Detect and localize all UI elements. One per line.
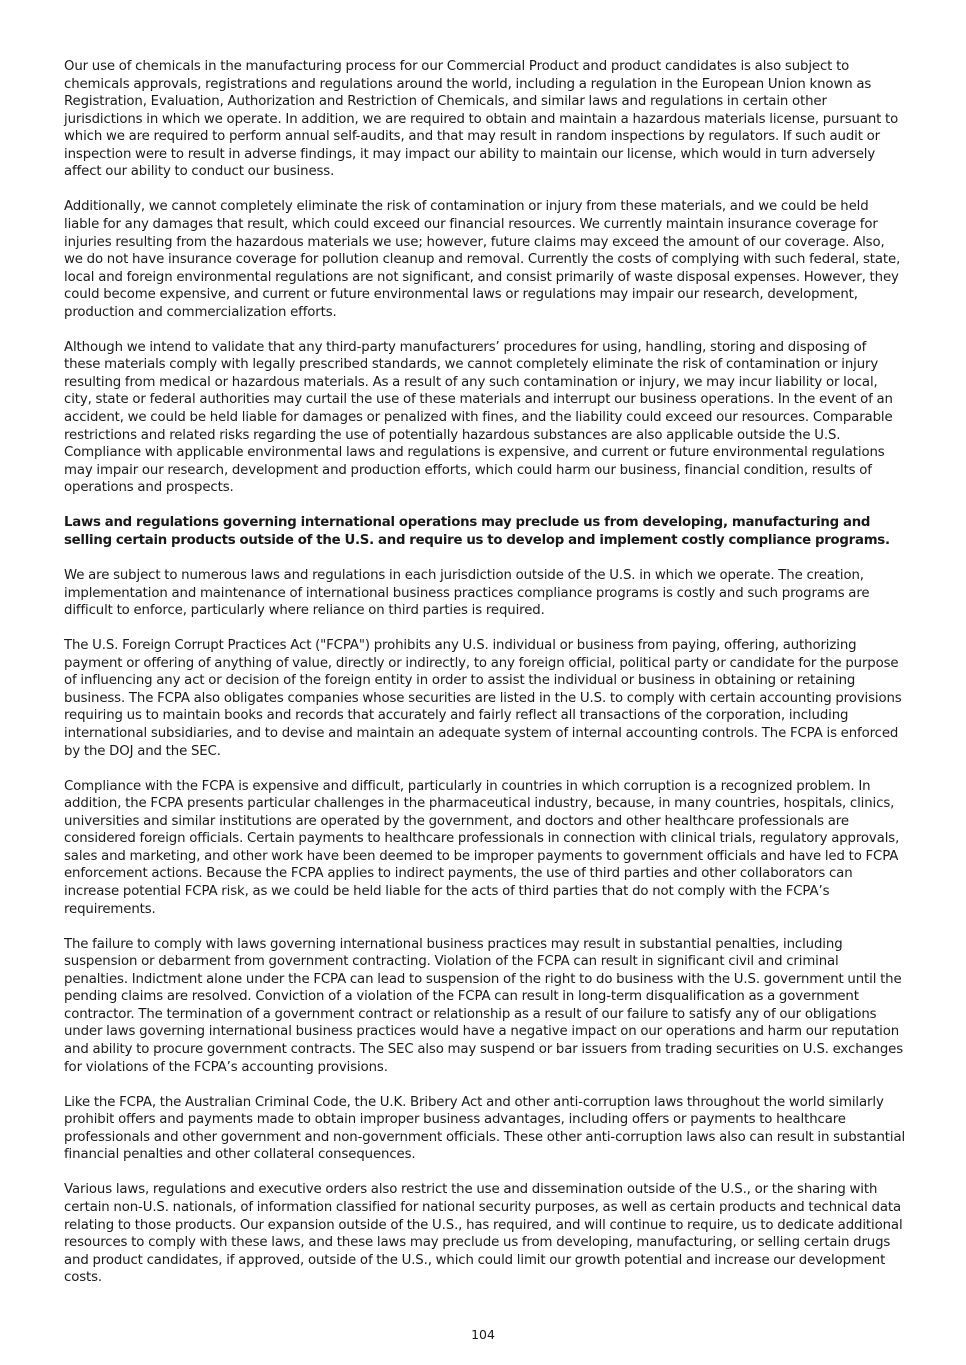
paragraph-export-controls: Various laws, regulations and executive orders also restrict the use and dissemination outside of the U.S., or the sharing with certain non-U.S. nationals, of information classified for national security purposes, as well as certain products and technical data relating to those products. Our expansion outside of the U.S., has required, and will continue to require, us to dedicate additional resources to comply with these laws, and these laws may preclude us from developing, manufacturing, or selling certain drugs and product candidates, if approved, outside of the U.S., which could limit our growth potential and increase our development costs. xyxy=(64,1182,903,1286)
paragraph-chemicals-regulation: Our use of chemicals in the manufacturing process for our Commercial Product and product candidates is also subject to chemicals approvals, registrations and regulations around the world, including a regulation in the European Union known as Registration, Evaluation, Authorization and Restriction of Chemicals, and similar laws and regulations in certain other jurisdictions in which we operate. In addition, we are required to obtain and maintain a hazardous materials license, pursuant to which we are required to perform annual self-audits, and that may result in random inspections by regulators. If such audit or inspection were to result in adverse findings, it may impact our ability to maintain our license, which would in turn adversely affect our ability to conduct our business. xyxy=(64,59,899,180)
section-heading: Laws and regulations governing international operations may preclude us from developing, manufacturing and selling certain products outside of the U.S. and require us to develop and implement costly compliance programs. xyxy=(64,515,890,548)
paragraph-fcpa-penalties: The failure to comply with laws governing international business practices may result in substantial penalties, including suspension or debarment from government contracting. Violation of the FCPA can result in significant civil and criminal penalties. Indictment alone under the FCPA can lead to suspension of the right to do business with the U.S. government until the pending claims are resolved. Conviction of a violation of the FCPA can result in long-term disqualification as a government contractor. The termination of a government contract or relationship as a result of our failure to satisfy any of our obligations under laws governing international business practices would have a negative impact on our operations and harm our reputation and ability to procure government contracts. The SEC also may suspend or bar issuers from trading securities on U.S. exchanges for violations of the FCPA’s accounting provisions. xyxy=(64,936,904,1075)
paragraph-fcpa-overview: The U.S. Foreign Corrupt Practices Act ("FCPA") prohibits any U.S. individual or business from paying, offering, authorizing payment or offering of anything of value, directly or indirectly, to any foreign official, political party or candidate for the purpose of influencing any act or decision of the foreign entity in order to assist the individual or business in obtaining or retaining business. The FCPA also obligates companies whose securities are listed in the U.S. to comply with certain accounting provisions requiring us to maintain books and records that accurately and fairly reflect all transactions of the corporation, including international subsidiaries, and to devise and maintain an adequate system of internal accounting controls. The FCPA is enforced by the DOJ and the SEC. xyxy=(64,638,902,759)
paragraph-international-laws: We are subject to numerous laws and regulations in each jurisdiction outside of the U.S. in which we operate. The creation, implementation and maintenance of international business practices compliance programs is costly and such programs are difficult to enforce, particularly where reliance on third parties is required. xyxy=(64,568,870,619)
paragraph-contamination-liability: Additionally, we cannot completely eliminate the risk of contamination or injury from these materials, and we could be held liable for any damages that result, which could exceed our financial resources. We currently maintain insurance coverage for injuries resulting from the hazardous materials we use; however, future claims may exceed the amount of our coverage. Also, we do not have insurance coverage for pollution cleanup and removal. Currently the costs of complying with such federal, state, local and foreign environmental regulations are not significant, and consist primarily of waste disposal expenses. However, they could become expensive, and current or future environmental laws or regulations may impair our research, development, production and commercialization efforts. xyxy=(64,199,901,320)
paragraph-third-party-manufacturers: Although we intend to validate that any third-party manufacturers’ procedures for using, handling, storing and disposing of these materials comply with legally prescribed standards, we cannot completely eliminate the risk of contamination or injury resulting from medical or hazardous materials. As a result of any such contamination or injury, we may incur liability or local, city, state or federal authorities may curtail the use of these materials and interrupt our business operations. In the event of an accident, we could be held liable for damages or penalized with fines, and the liability could exceed our resources. Comparable restrictions and related risks regarding the use of potentially hazardous substances are also applicable outside the U.S. Compliance with applicable environmental laws and regulations is expensive, and current or future environmental regulations may impair our research, development and production efforts, which could harm our business, financial condition, results of operations and prospects. xyxy=(64,339,893,496)
document-page xyxy=(64,58,906,1304)
paragraph-anti-corruption-laws: Like the FCPA, the Australian Criminal Code, the U.K. Bribery Act and other anti-corruption laws throughout the world similarly prohibit offers and payments made to obtain improper business advantages, including offers or payments to healthcare professionals and other government and non-government officials. These other anti-corruption laws also can result in substantial financial penalties and other collateral consequences. xyxy=(64,1094,906,1163)
page-number: 104 xyxy=(471,1327,495,1342)
paragraph-fcpa-compliance: Compliance with the FCPA is expensive and difficult, particularly in countries in which corruption is a recognized problem. In addition, the FCPA presents particular challenges in the pharmaceutical industry, because, in many countries, hospitals, clinics, universities and similar institutions are operated by the government, and doctors and other healthcare professionals are considered foreign officials. Certain payments to healthcare professionals in connection with clinical trials, regulatory approvals, sales and marketing, and other work have been deemed to be improper payments to government officials and have led to FCPA enforcement actions. Because the FCPA applies to indirect payments, the use of third parties and other collaborators can increase potential FCPA risk, as we could be held liable for the acts of third parties that do not comply with the FCPA’s requirements. xyxy=(64,778,900,917)
